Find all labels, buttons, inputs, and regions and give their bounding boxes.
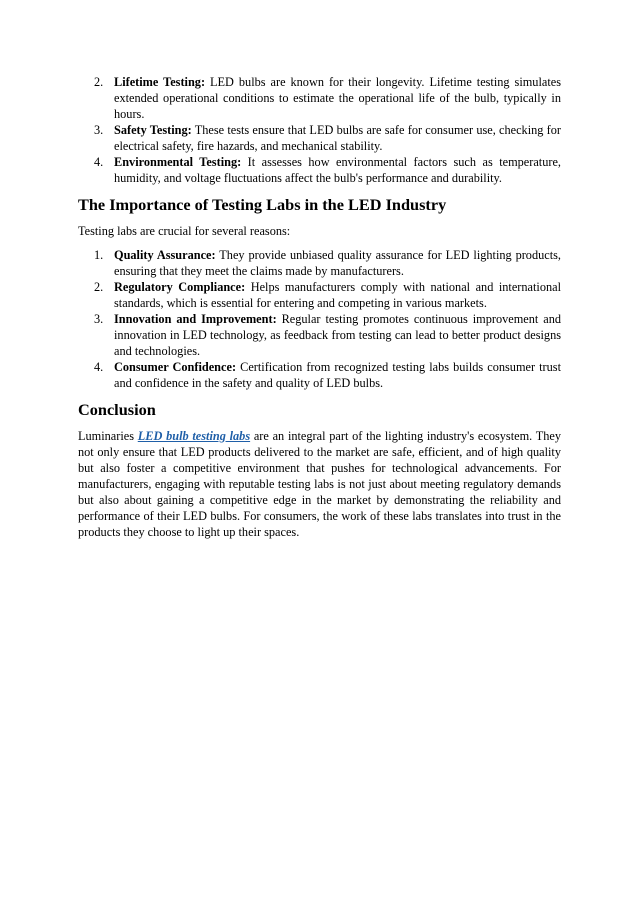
- list-item: [78, 154, 561, 186]
- list-item-title: Innovation and Improvement:: [114, 312, 277, 326]
- list-item: [78, 247, 561, 279]
- list-item-text: These tests ensure that LED bulbs are safe for consumer use, checking for electrical safety, fire hazards, and mechanical stability.: [114, 123, 561, 153]
- led-testing-labs-link[interactable]: LED bulb testing labs: [137, 429, 251, 443]
- list-item-text: Certification from recognized testing labs builds consumer trust and confidence in the safety and quality of LED bulbs.: [114, 360, 561, 390]
- list-item: [78, 122, 561, 154]
- list-item-title: Consumer Confidence:: [114, 360, 237, 374]
- importance-list: [78, 247, 561, 391]
- conclusion-prefix: Luminaries: [78, 429, 138, 443]
- list-item-text: They provide unbiased quality assurance for LED lighting products, ensuring that they meet the claims made by manufacturers.: [114, 248, 561, 278]
- list-item-text: Helps manufacturers comply with national and international standards, which is essential for entering and competing in various markets.: [114, 280, 561, 310]
- list-number: 2.: [94, 280, 104, 294]
- conclusion-heading: Conclusion: [78, 400, 156, 419]
- list-item-text: LED bulbs are known for their longevity. Lifetime testing simulates extended operational conditions to estimate the operational life of the bulb, typically in hours.: [114, 75, 561, 121]
- list-number: 4.: [94, 360, 104, 374]
- testing-types-list: [78, 74, 561, 186]
- list-item-text: Regular testing promotes continuous improvement and innovation in LED technology, as feedback from testing can lead to better product designs and technologies.: [114, 312, 561, 358]
- importance-heading: The Importance of Testing Labs in the LED Industry: [78, 195, 447, 214]
- list-item-title: Lifetime Testing:: [114, 75, 206, 89]
- list-number: 1.: [94, 248, 104, 262]
- conclusion-paragraph: [78, 428, 561, 540]
- list-item-title: Safety Testing:: [114, 123, 192, 137]
- list-item-title: Quality Assurance:: [114, 248, 216, 262]
- list-item: [78, 279, 561, 311]
- document-page: [78, 74, 561, 540]
- list-number: 4.: [94, 155, 104, 169]
- list-number: 2.: [94, 75, 104, 89]
- list-item: [78, 359, 561, 391]
- list-number: 3.: [94, 123, 104, 137]
- list-item: [78, 74, 561, 122]
- importance-intro: Testing labs are crucial for several reasons:: [78, 224, 291, 238]
- conclusion-body: are an integral part of the lighting industry's ecosystem. They not only ensure that LED products delivered to the market are safe, efficient, and of high quality but also foster a competitive environment that pushes for technological advancements. For manufacturers, engaging with reputable testing labs is not just about meeting regulatory demands but also about gaining a competitive edge in the market by demonstrating the reliability and performance of their LED bulbs. For consumers, the work of these labs translates into trust in the products they choose to light up their spaces.: [78, 429, 561, 539]
- list-item-title: Regulatory Compliance:: [114, 280, 246, 294]
- list-number: 3.: [94, 312, 104, 326]
- list-item: [78, 311, 561, 359]
- list-item-title: Environmental Testing:: [114, 155, 242, 169]
- list-item-text: It assesses how environmental factors such as temperature, humidity, and voltage fluctuations affect the bulb's performance and durability.: [114, 155, 561, 185]
